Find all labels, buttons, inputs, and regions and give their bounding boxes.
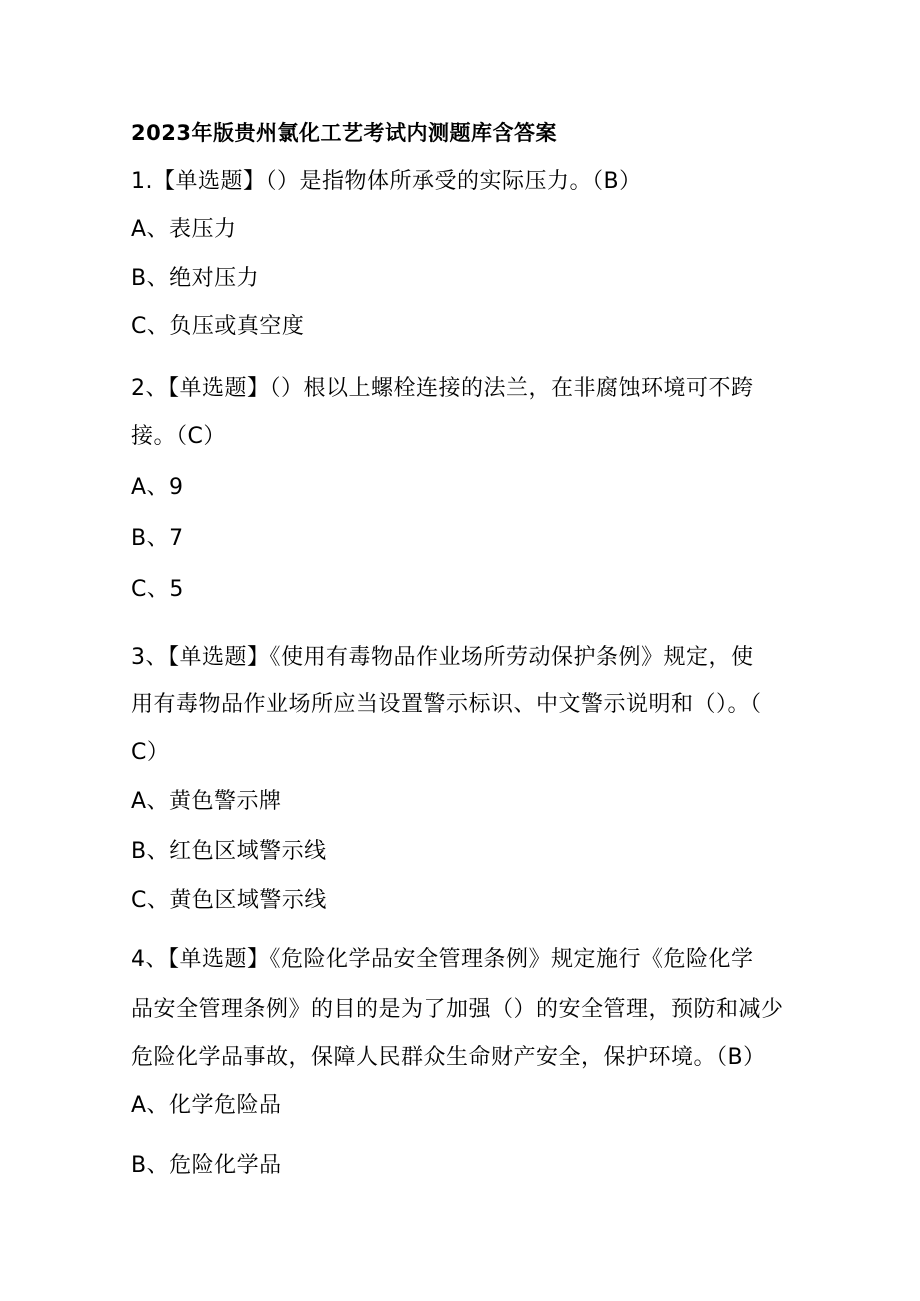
- question-3-stem-line-1: 3、【单选题】《使用有毒物品作业场所劳动保护条例》规定，使: [131, 645, 754, 670]
- question-1-option-a: A、表压力: [131, 217, 237, 242]
- question-3-stem-line-2: 用有毒物品作业场所应当设置警示标识、中文警示说明和（）。（: [131, 692, 762, 717]
- question-1-stem: 1.【单选题】（）是指物体所承受的实际压力。（B）: [131, 169, 642, 194]
- question-3-option-b: B、红色区域警示线: [131, 839, 327, 864]
- question-2-option-c: C、5: [131, 577, 184, 602]
- document-title: 2023年版贵州氯化工艺考试内测题库含答案: [131, 121, 557, 145]
- question-2-option-b: B、7: [131, 526, 184, 551]
- question-3-option-a: A、黄色警示牌: [131, 789, 282, 814]
- question-2-option-a: A、9: [131, 475, 184, 500]
- question-3-option-c: C、黄色区域警示线: [131, 888, 327, 913]
- question-2-stem-line-2: 接。（C）: [131, 424, 226, 449]
- question-2-stem-line-1: 2、【单选题】（）根以上螺栓连接的法兰，在非腐蚀环境可不跨: [131, 376, 754, 401]
- question-4-option-a: A、化学危险品: [131, 1093, 282, 1118]
- question-3-stem-line-3: C）: [131, 740, 170, 765]
- question-4-stem-line-3: 危险化学品事故，保障人民群众生命财产安全，保护环境。（B）: [131, 1045, 766, 1070]
- question-1-option-c: C、负压或真空度: [131, 314, 305, 339]
- question-4-option-b: B、危险化学品: [131, 1153, 282, 1178]
- question-1-option-b: B、绝对压力: [131, 266, 260, 291]
- question-4-stem-line-1: 4、【单选题】《危险化学品安全管理条例》规定施行《危险化学: [131, 947, 754, 972]
- question-4-stem-line-2: 品安全管理条例》的目的是为了加强（）的安全管理，预防和减少: [131, 997, 784, 1022]
